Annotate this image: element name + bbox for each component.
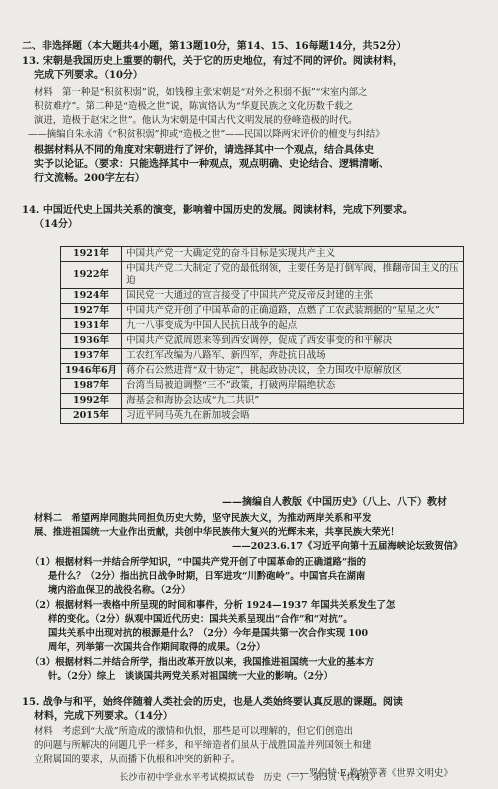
timeline-event: 中国共产党一大确定党的奋斗目标是实现共产主义 <box>122 247 464 262</box>
timeline-row <box>61 409 464 424</box>
q14-subq1-line-3: 境内浴血保卫的战役名称。（2分） <box>48 585 191 596</box>
q14-prompt-line-2: （14分） <box>34 219 78 230</box>
timeline-year: 1931年 <box>61 319 122 334</box>
q15-prompt-line-2: 材料，完成下列要求。（14分） <box>34 711 173 722</box>
timeline-row <box>61 289 464 304</box>
q13-requirement-line-2: 实予以论证。（要求：只能选择其中一种观点，观点明确、史论结合、逻辑清晰、 <box>34 159 389 170</box>
q14-subq2-line-4: 周年，列举第一次国共合作期间取得的成果。（2分） <box>48 642 266 653</box>
q14-subq2-line-1: （2）根据材料一表格中所呈现的时间和事件，分析 1924—1937 年国共关系发生了怎 <box>30 600 396 611</box>
q13-material-line-2: 积贫难疗”。第二种是“造极之世”说，陈寅恪认为“华夏民族之文化历数千载之 <box>34 101 354 112</box>
timeline-year: 1922年 <box>61 262 122 289</box>
q13-prompt-line-2: 完成下列要求。（10分） <box>34 70 143 81</box>
q15-material-line-1: 材料 考虑到“大战”所造成的激情和仇恨，那些是可以理解的，但它们创造出 <box>34 726 353 737</box>
timeline-event: 中国共产党二大制定了党的最低纲领，主要任务是打倒军阀，推翻帝国主义的压迫 <box>122 262 464 289</box>
q15-material-line-2: 的问题与所解决的问题几乎一样多，和平缔造者们虽从于战胜国盖并列国领土和建 <box>34 740 372 751</box>
timeline-row <box>61 247 464 262</box>
timeline-row <box>61 379 464 394</box>
q13-material-line-1: 材料 第一种是“积贫积弱”说，如钱穆主张宋朝是“对外之积弱不振”“宋室内部之 <box>34 87 368 98</box>
timeline-event: 中国共产党开创了中国革命的正确道路，点燃了工农武装割据的“星星之火” <box>122 304 464 319</box>
q13-material-line-3: 演进，造极于赵宋之世”。他认为宋朝是中国古代文明发展的登峰造极的时代。 <box>34 115 358 126</box>
timeline-year: 1992年 <box>61 394 122 409</box>
timeline-year: 1987年 <box>61 379 122 394</box>
timeline-row <box>61 349 464 364</box>
timeline-event: 工农红军改编为八路军、新四军，奔赴抗日战场 <box>122 349 464 364</box>
q15-material-line-3: 立附属国的要求，从而播下仇根和冲突的新种子。 <box>34 754 241 765</box>
timeline-event: 蒋介石公然进背“双十协定”，挑起政协决议，全力围攻中原解放区 <box>122 364 464 379</box>
section-header: 二、非选择题（本大题共4小题，第13题10分，第14、15、16每题14分，共52分） <box>22 41 407 52</box>
timeline-event: 海基会和海协会达成“九二共识” <box>122 394 464 409</box>
q14-material2-source: ——2023.6.17《习近平向第十五届海峡论坛致贺信》 <box>232 541 463 552</box>
q13-source: ——摘编自朱永清《“积贫积弱”抑或“造极之世”——民国以降两宋评价的檀变与纠结》 <box>28 129 385 140</box>
timeline-row <box>61 364 464 379</box>
timeline-year: 1937年 <box>61 349 122 364</box>
timeline-row <box>61 304 464 319</box>
q13-prompt-line-1: 13. 宋朝是我国历史上重要的朝代，关于它的历史地位，有过不同的评价。阅读材料， <box>22 56 403 67</box>
q14-material2-line-1: 材料二 希望两岸同胞共同担负历史大势，坚守民族大义，为推动两岸关系和平发 <box>34 513 372 524</box>
page-footer: 长沙市初中学业水平考试模拟试卷 历史（一） 第3页（共4页） <box>119 773 379 783</box>
q14-timeline-table <box>60 246 464 424</box>
timeline-year: 1924年 <box>61 289 122 304</box>
q14-subq2-line-3: 国共关系中出现对抗的根源是什么？（2分）今年是国共第一次合作实现 100 <box>48 628 368 639</box>
q14-subq1-line-2: 是什么？（2分）指出抗日战争时期，日军进攻“川黔砲岭”。中国官兵在湖南 <box>48 571 366 582</box>
timeline-event: 中国共产党派周恩来等到西安调停，促成了西安事变的和平解决 <box>122 334 464 349</box>
q15-prompt-line-1: 15. 战争与和平，始终伴随着人类社会的历史，也是人类始终要认真反思的课题。阅读 <box>22 697 403 708</box>
q14-subq1-line-1: （1）根据材料一并结合所学知识，“中国共产党开创了中国革命的正确道路”指的 <box>30 557 367 568</box>
timeline-event: 习近平同马英九在新加坡会晤 <box>122 409 464 424</box>
q14-material2-line-2: 展、推进祖国统一大业作出贡献，共创中华民族伟大复兴的光辉未来，共享民族大荣光！ <box>34 527 400 538</box>
q14-prompt-line-1: 14. 中国近代史上国共关系的演变，影响着中国历史的发展。阅读材料，完成下列要求。 <box>22 205 413 216</box>
timeline-year: 1946年6月 <box>61 364 122 379</box>
q14-subq3-line-2: 针。（2分）综上 谈谈国共两党关系对祖国统一大业的影响。（2分） <box>48 671 333 682</box>
timeline-event: 国民党一大通过的宣言接受了中国共产党反帝反封建的主张 <box>122 289 464 304</box>
timeline-row <box>61 262 464 289</box>
timeline-row <box>61 334 464 349</box>
q14-material1-source: ——摘编自人教版《中国历史》（八上、八下）教材 <box>222 497 447 508</box>
timeline-event: 九一八事变成为中国人民抗日战争的起点 <box>122 319 464 334</box>
timeline-year: 2015年 <box>61 409 122 424</box>
timeline-row <box>61 394 464 409</box>
timeline-year: 1927年 <box>61 304 122 319</box>
q13-requirement-line-3: 行文流畅。200字左右） <box>34 173 145 184</box>
timeline-year: 1921年 <box>61 247 122 262</box>
timeline-event: 台湾当局被迫调整“三不”政策，打破两岸隔绝状态 <box>122 379 464 394</box>
timeline-row <box>61 319 464 334</box>
timeline-year: 1936年 <box>61 334 122 349</box>
q15-source: ——罗伯特·E.勒纳等著《世界文明史》 <box>290 768 453 779</box>
q14-subq3-line-1: （3）根据材料二并结合所学，指出改革开放以来，我国推进祖国统一大业的基本方 <box>30 657 375 668</box>
q13-requirement-line-1: 根据材料从不同的角度对宋朝进行了评价，请选择其中一个观点，结合具体史 <box>34 145 374 156</box>
q14-subq2-line-2: 样的变化。（2分）纵观中国近代历史：国共关系呈现出“合作”和“对抗”。 <box>48 614 353 625</box>
